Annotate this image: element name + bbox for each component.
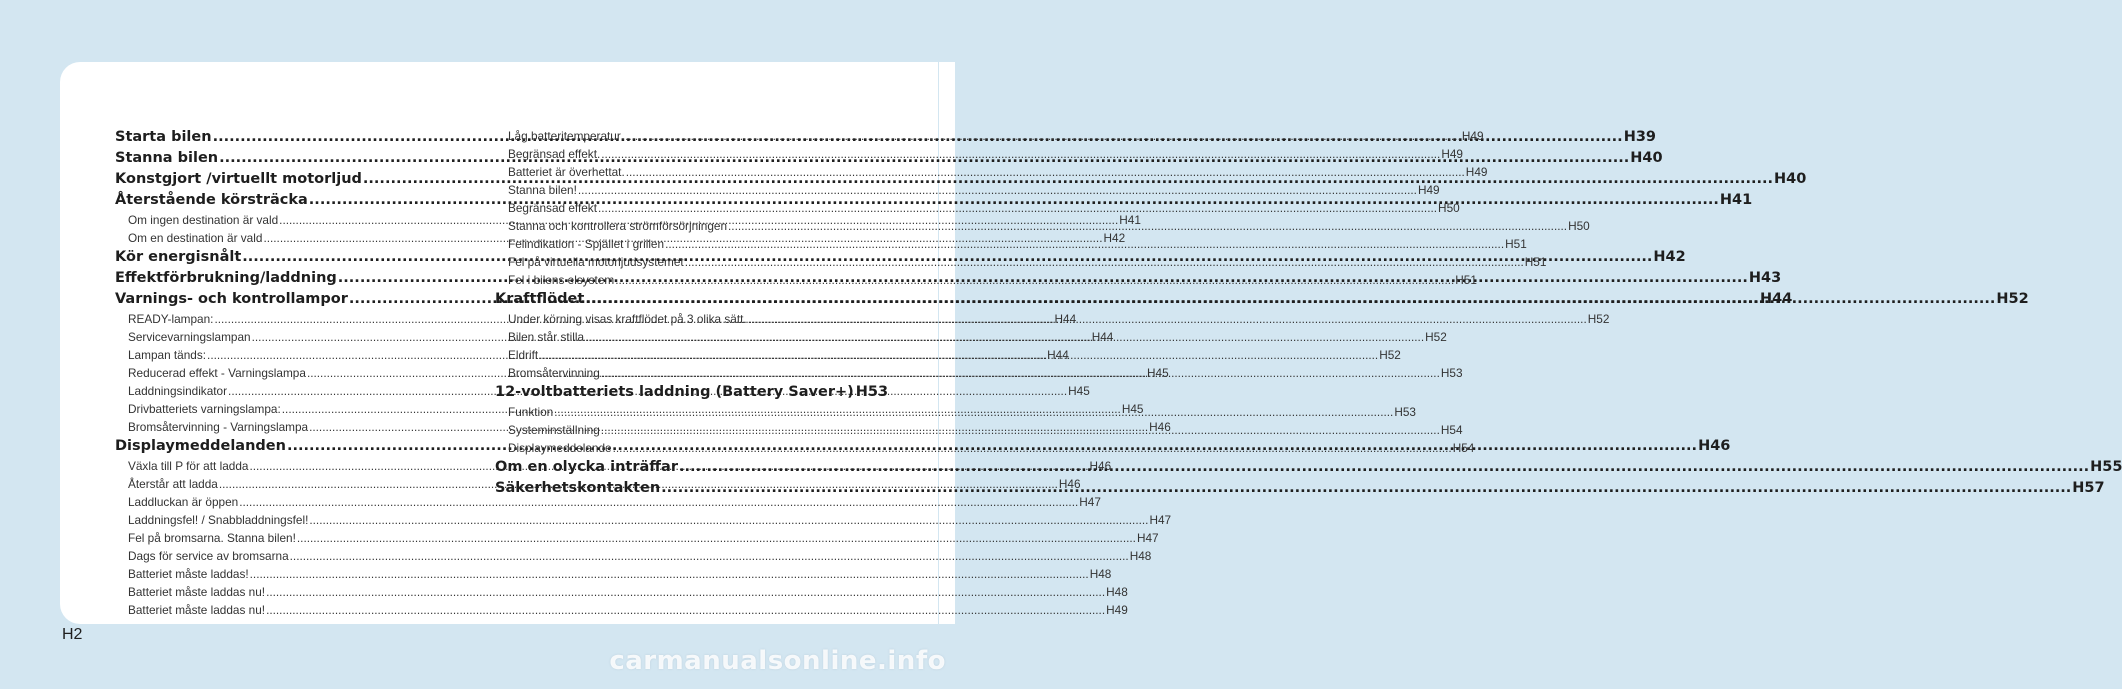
toc-entry-page: H51	[1505, 237, 1527, 251]
toc-sub-entry[interactable]	[495, 439, 1475, 457]
toc-entry-page: H41	[1719, 192, 1753, 208]
toc-entry-label: Batteriet måste laddas nu!	[128, 585, 266, 599]
toc-entry-page: H51	[1524, 255, 1547, 269]
toc-entry-label: Under körning visas kraftflödet på 3 olika sätt.	[508, 312, 747, 326]
toc-entry-page: H52	[1587, 312, 1610, 326]
dot-leader	[679, 457, 2089, 478]
toc-entry-page: H48	[1089, 567, 1112, 581]
toc-sub-entry[interactable]	[495, 163, 1488, 181]
dot-leader	[601, 421, 1440, 439]
toc-entry-page: H43	[1748, 270, 1782, 286]
toc-entry-label: Stanna bilen	[115, 150, 219, 166]
toc-entry-label: Batteriet måste laddas nu!	[128, 603, 266, 617]
dot-leader	[598, 199, 1437, 217]
toc-entry-page: H52	[1425, 330, 1447, 344]
dot-leader	[290, 547, 1129, 565]
toc-entry-label: Begränsad effekt	[508, 201, 597, 215]
dot-leader	[266, 601, 1105, 619]
toc-entry-label: Felindikation - Spjället i grillen	[508, 237, 665, 251]
toc-entry-page: H49	[1465, 165, 1488, 179]
toc-entry-page: H48	[1106, 585, 1128, 599]
toc-entry-page: H49	[1417, 183, 1440, 197]
toc-entry-label: Systeminställning	[508, 423, 600, 437]
toc-entry-page: H45	[1068, 384, 1090, 398]
dot-leader	[613, 439, 1452, 457]
toc-entry-label: Återstår att ladda	[128, 477, 218, 491]
toc-entry-page: H46	[1058, 477, 1081, 491]
toc-entry-page: H44	[1091, 330, 1114, 344]
toc-entry-label: Låg batteritemperatur	[508, 129, 621, 143]
toc-entry-page: H49	[1441, 147, 1463, 161]
toc-entry-page: H46	[1089, 459, 1112, 473]
toc-entry-page: H40	[1774, 171, 1807, 187]
toc-entry-page: H47	[1149, 513, 1172, 527]
toc-entry-label: Bromsåtervinning	[508, 366, 600, 380]
dot-leader	[601, 364, 1440, 382]
toc-entry-label: Fel på virtuella motorljudsystemet	[508, 255, 684, 269]
toc-sub-entry[interactable]	[115, 547, 1152, 565]
toc-entry-page: H57	[2072, 480, 2105, 496]
toc-sub-entry[interactable]	[495, 253, 1547, 271]
toc-entry-label: Begränsad effekt.	[508, 147, 601, 161]
toc-entry-label: Reducerad effekt - Varningslampa	[128, 366, 306, 380]
dot-leader	[622, 127, 1461, 145]
dot-leader	[615, 271, 1454, 289]
toc-entry-page: H51	[1455, 273, 1477, 287]
toc-entry-label: Fel på bromsarna. Stanna bilen!	[128, 531, 296, 545]
toc-entry-page: H44	[1047, 348, 1069, 362]
toc-entry-page: H46	[1149, 420, 1171, 434]
toc-entry-label: Lampan tänds:	[128, 348, 207, 362]
toc-entry-label: Drivbatteriets varningslampa:	[128, 402, 281, 416]
toc-entry-label: Fel i bilens elsystem	[508, 273, 615, 287]
toc-sub-entry[interactable]	[115, 601, 1128, 619]
dot-leader	[626, 163, 1465, 181]
toc-entry-label: Återstående körsträcka	[115, 192, 308, 208]
toc-sub-entry[interactable]	[115, 565, 1112, 583]
toc-entry-page: H46	[1698, 438, 1731, 454]
dot-leader	[539, 346, 1378, 364]
toc-entry-label: Dags för service av bromsarna	[128, 549, 289, 563]
toc-entry-page: H42	[1653, 249, 1686, 265]
toc-entry-label: Stanna bilen!	[508, 183, 577, 197]
dot-leader	[297, 529, 1136, 547]
toc-sub-entry[interactable]	[115, 529, 1159, 547]
dot-leader	[266, 583, 1105, 601]
toc-sub-entry[interactable]	[495, 271, 1477, 289]
toc-entry-page: H50	[1438, 201, 1460, 215]
dot-leader	[728, 217, 1567, 235]
toc-entry-page: H53	[1394, 405, 1416, 419]
dot-leader	[250, 565, 1089, 583]
toc-entry-page: H47	[1136, 531, 1159, 545]
dot-leader	[309, 511, 1148, 529]
toc-sub-entry[interactable]	[495, 181, 1440, 199]
toc-entry-page: H52	[1996, 291, 2029, 307]
toc-entry-label: Laddningsindikator	[128, 384, 228, 398]
toc-entry-page: H39	[1623, 129, 1657, 145]
dot-leader	[665, 235, 1504, 253]
toc-entry-label: Bilen står stilla	[508, 330, 585, 344]
toc-entry-page: H47	[1079, 495, 1101, 509]
toc-entry-page: H45	[1147, 366, 1169, 380]
toc-entry-page: H54	[1452, 441, 1475, 455]
toc-sub-entry[interactable]	[115, 511, 1172, 529]
dot-leader	[685, 253, 1524, 271]
toc-entry-page: H41	[1119, 213, 1141, 227]
toc-sub-entry[interactable]	[495, 145, 1463, 163]
toc-entry-label: Eldrift	[508, 348, 539, 362]
toc-entry-label: Om ingen destination är vald	[128, 213, 279, 227]
toc-entry-label: Bromsåtervinning - Varningslampa	[128, 420, 309, 434]
toc-entry-page: H49	[1461, 129, 1484, 143]
toc-sub-entry[interactable]	[115, 583, 1128, 601]
dot-leader	[661, 478, 2071, 499]
toc-heading-entry[interactable]	[495, 382, 889, 403]
toc-sub-entry[interactable]	[495, 127, 1484, 145]
toc-entry-label: Konstgjort /virtuellt motorljud	[115, 171, 362, 187]
toc-entry-label: Funktion	[508, 405, 554, 419]
toc-entry-label: Växla till P för att ladda	[128, 459, 249, 473]
watermark: carmanualsonline.info	[609, 646, 946, 676]
toc-entry-page: H55	[2090, 459, 2122, 475]
toc-entry-page: H52	[1379, 348, 1401, 362]
toc-entry-label: Om en olycka inträffar	[495, 459, 678, 475]
toc-sub-entry[interactable]	[115, 493, 1101, 511]
toc-entry-page: H44	[1760, 291, 1793, 307]
toc-entry-page: H53	[855, 384, 889, 400]
toc-entry-label: Laddningsfel! / Snabbladdningsfel!	[128, 513, 309, 527]
toc-entry-label: Stanna och kontrollera strömförsörjningen	[508, 219, 728, 233]
toc-entry-label: READY-lampan:	[128, 312, 214, 326]
toc-entry-label: Kraftflödet	[495, 291, 585, 307]
toc-entry-page: H45	[1121, 402, 1144, 416]
toc-entry-label: Batteriet måste laddas!	[128, 567, 249, 581]
toc-entry-page: H54	[1440, 423, 1463, 437]
toc-entry-page: H44	[1054, 312, 1077, 326]
toc-entry-page: H49	[1106, 603, 1128, 617]
toc-entry-label: Kör energisnålt	[115, 249, 242, 265]
toc-entry-label: 12-voltbatteriets laddning (Battery Saver+)	[495, 384, 854, 400]
toc-entry-page: H48	[1129, 549, 1152, 563]
toc-entry-label: Om en destination är vald	[128, 231, 263, 245]
toc-entry-label: Servicevarningslampan	[128, 330, 251, 344]
toc-entry-label: Laddluckan är öppen	[128, 495, 239, 509]
dot-leader	[585, 289, 1995, 310]
toc-entry-page: H53	[1440, 366, 1463, 380]
toc-entry-page: H42	[1103, 231, 1126, 245]
dot-leader	[554, 403, 1393, 421]
toc-entry-label: Displaymeddelanden	[115, 438, 286, 454]
toc-entry-label: Effektförbrukning/laddning	[115, 270, 337, 286]
page-number: H2	[62, 626, 83, 643]
toc-entry-label: Displaymeddelande	[508, 441, 612, 455]
dot-leader	[601, 145, 1440, 163]
dot-leader	[585, 328, 1424, 346]
toc-entry-label: Starta bilen	[115, 129, 212, 145]
toc-sub-entry[interactable]	[495, 199, 1460, 217]
toc-entry-page: H50	[1568, 219, 1590, 233]
toc-entry-page: H40	[1630, 150, 1663, 166]
dot-leader	[748, 310, 1587, 328]
toc-entry-label: Batteriet är överhettat.	[508, 165, 625, 179]
toc-entry-label: Varnings- och kontrollampor	[115, 291, 348, 307]
toc-entry-label: Säkerhetskontakten	[495, 480, 661, 496]
dot-leader	[578, 181, 1417, 199]
